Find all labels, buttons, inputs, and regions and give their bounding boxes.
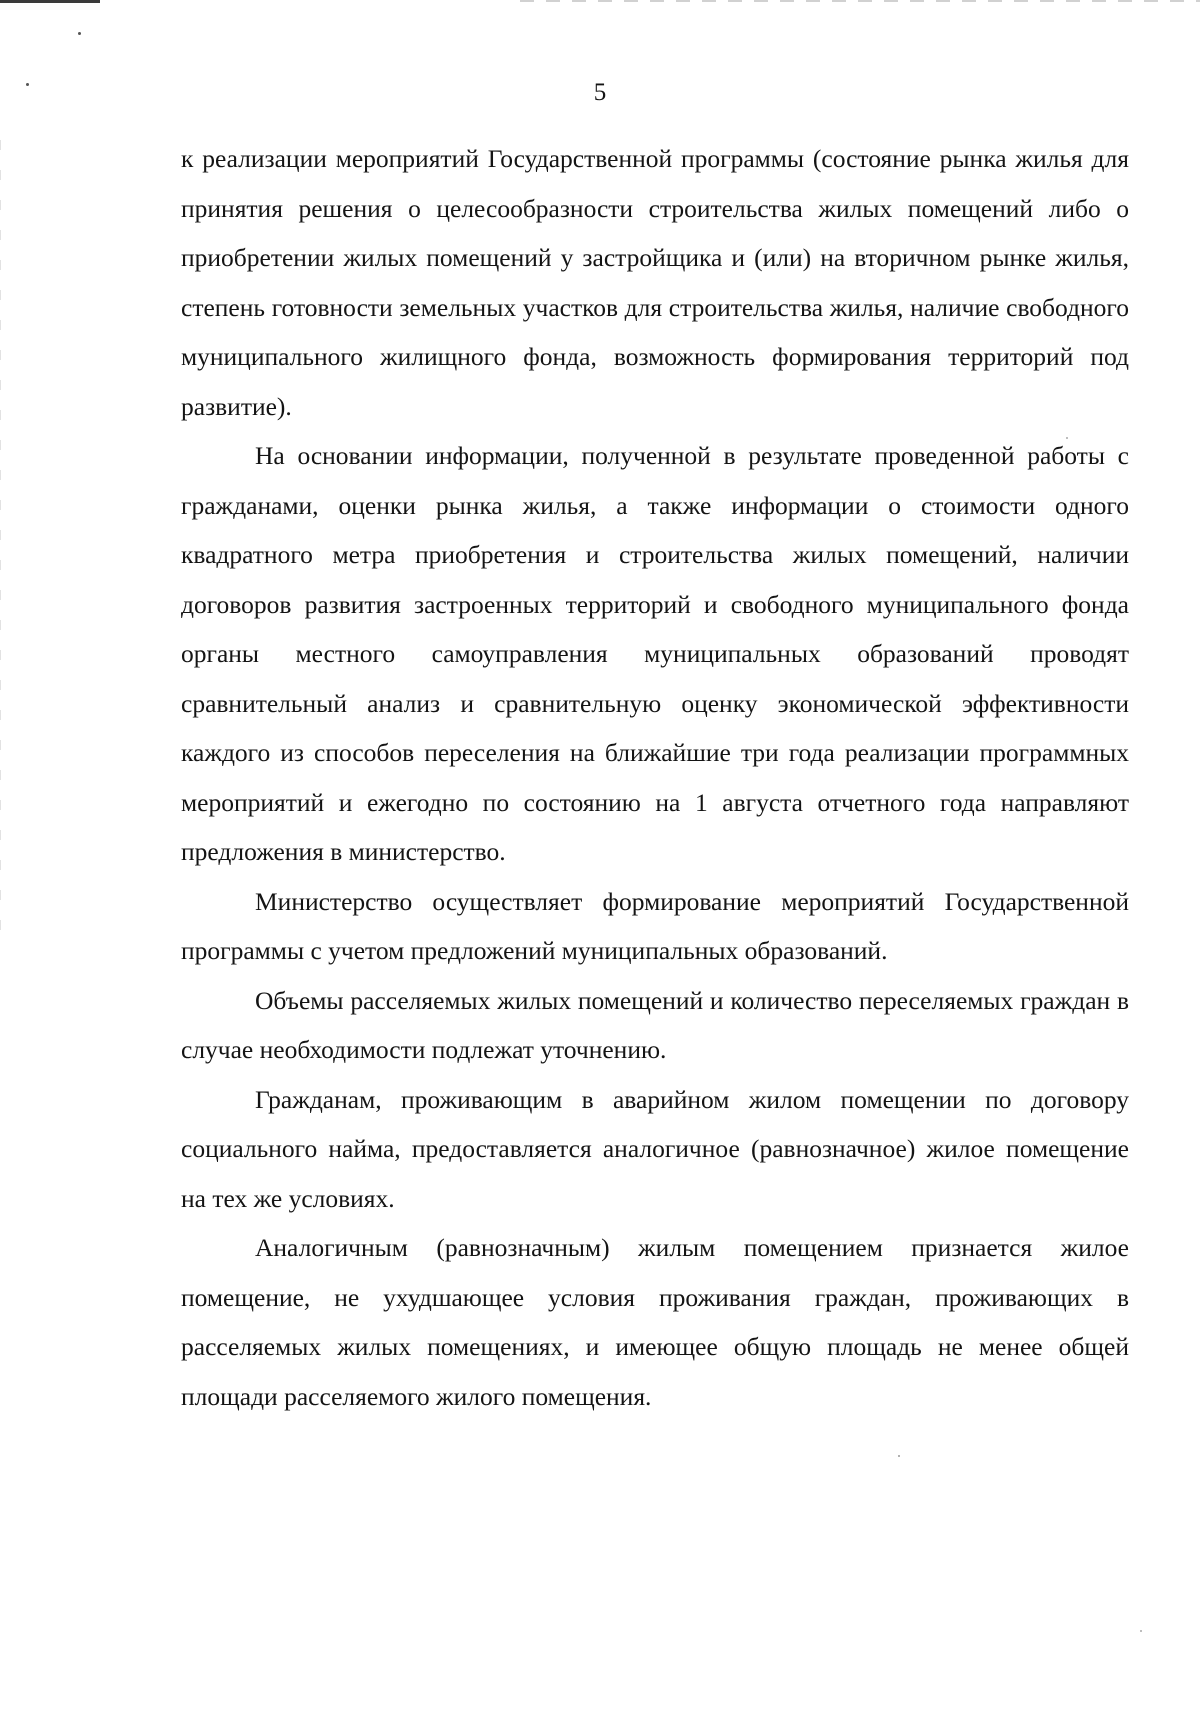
paragraph: к реализации мероприятий Государственной программы (состояние рынка жилья для принятия решения о целесообразности строительства жилых помещений либо о приобретении жилых помещений у застройщика и (или) на вторичном рынке жилья, степень готовности земельных участков для строительства жилья, наличие свободного муниципального жилищного фонда, возможность формирования территорий под развитие).: [181, 144, 1129, 421]
scan-edge-mark: [0, 0, 100, 3]
document-body: [181, 134, 1129, 1421]
scan-speck: [898, 1455, 900, 1457]
scan-edge-mark: [0, 140, 1, 940]
paragraph: Аналогичным (равнозначным) жилым помещением признается жилое помещение, не ухудшающее условия проживания граждан, проживающих в расселяемых жилых помещениях, и имеющее общую площадь не менее общей площади расселяемого жилого помещения.: [181, 1233, 1129, 1411]
page-number: 5: [593, 79, 607, 106]
scan-speck: [78, 32, 81, 35]
paragraph: Объемы расселяемых жилых помещений и количество переселяемых граждан в случае необходимости подлежат уточнению.: [181, 985, 1129, 1064]
paragraph: На основании информации, полученной в результате проведенной работы с гражданами, оценки рынка жилья, а также информации о стоимости одного квадратного метра приобретения и строительства жилых помещений, наличии договоров развития застроенных территорий и свободного муниципального фонда органы местного самоуправления муниципальных образований проводят сравнительный анализ и сравнительную оценку экономической эффективности каждого из способов переселения на ближайшие три года реализации программных мероприятий и ежегодно по состоянию на 1 августа отчетного года направляют предложения в министерство.: [181, 441, 1129, 866]
scan-edge-mark: [520, 0, 1200, 2]
paragraph: Гражданам, проживающим в аварийном жилом помещении по договору социального найма, предоставляется аналогичное (равнозначное) жилое помещение на тех же условиях.: [181, 1084, 1129, 1213]
paragraph: Министерство осуществляет формирование мероприятий Государственной программы с учетом предложений муниципальных образований.: [181, 886, 1129, 965]
scan-speck: [1140, 1630, 1142, 1632]
